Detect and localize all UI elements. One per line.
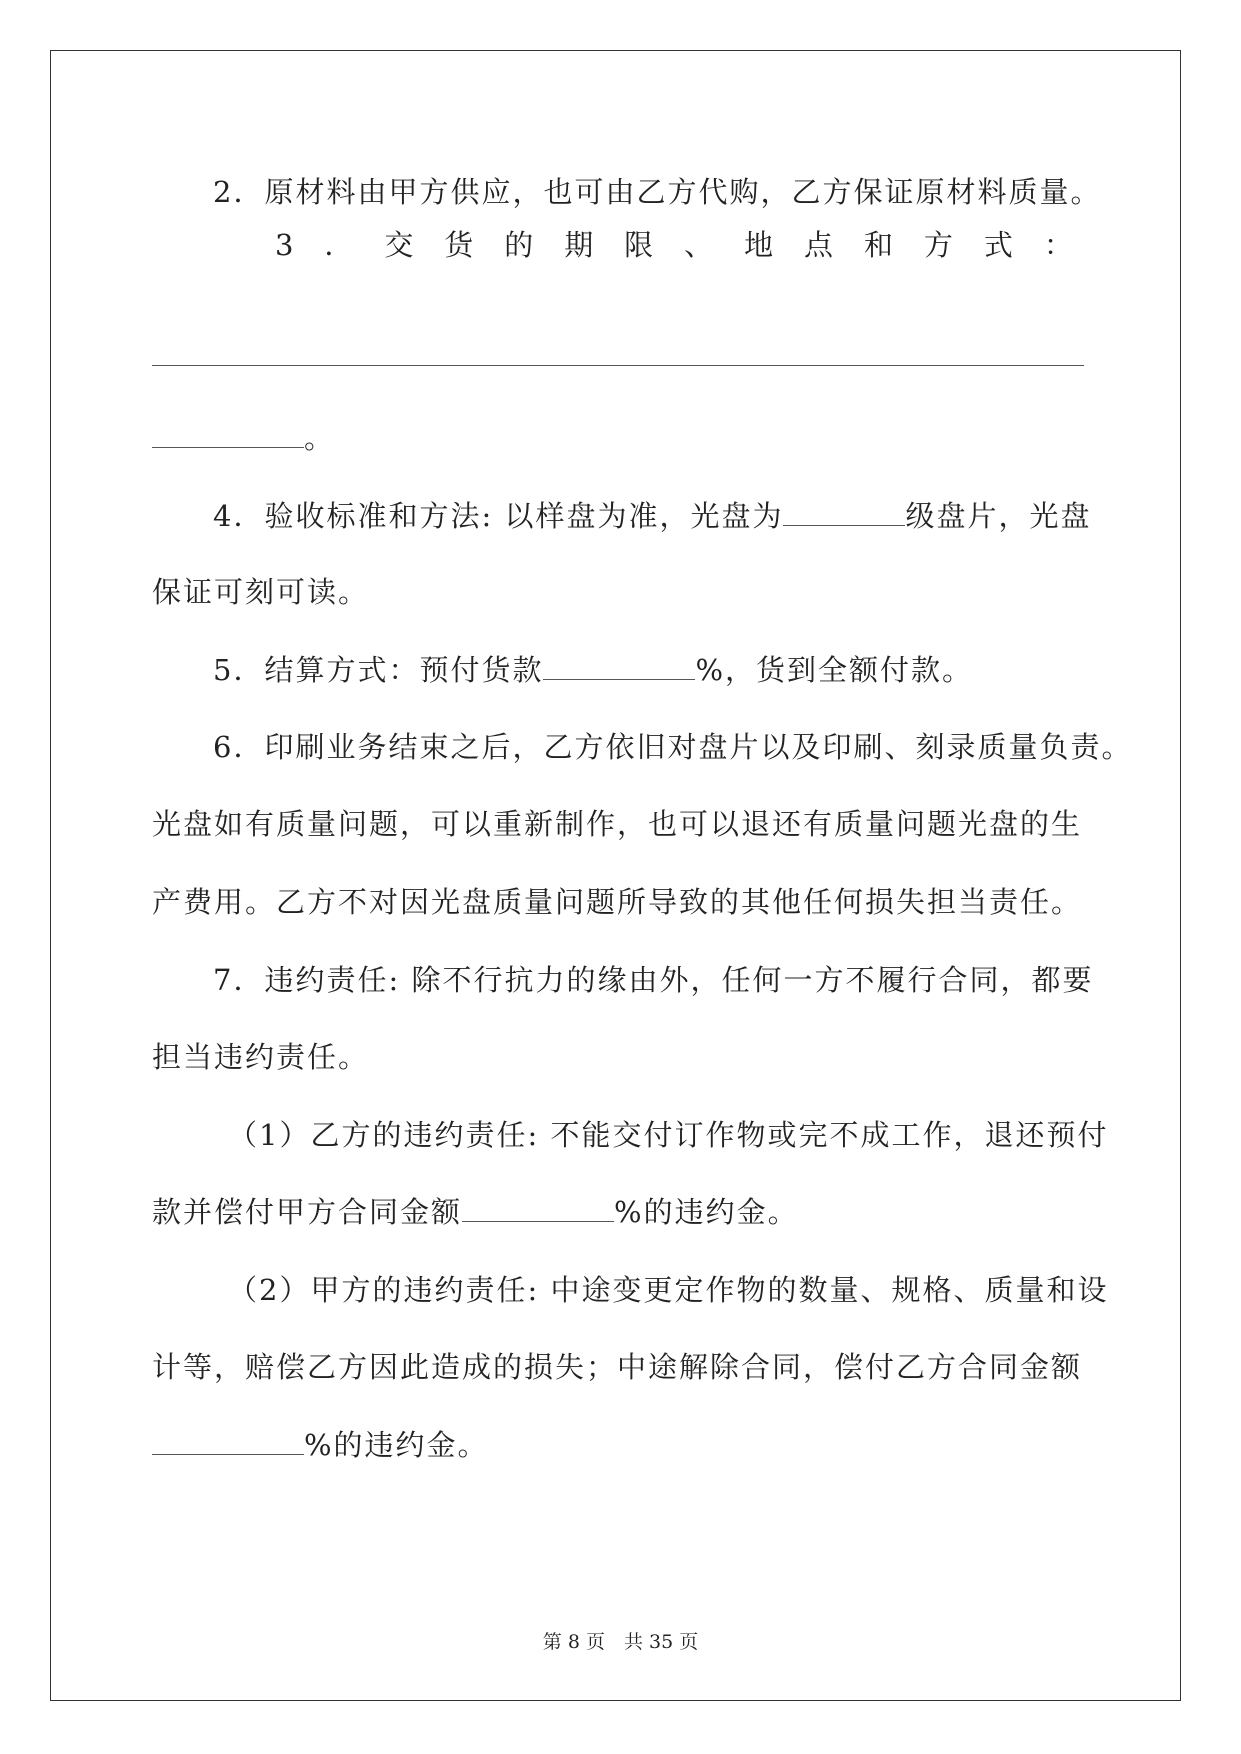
penalty-blank-party-a — [152, 1426, 304, 1455]
clause-6-cont-line-2: 产费用。乙方不对因光盘质量问题所导致的其他任何损失担当责任。 — [152, 885, 1083, 919]
clause-6-cont-line-1: 光盘如有质量问题，可以重新制作，也可以退还有质量问题光盘的生 — [152, 807, 1083, 841]
clause-3-char: 点 — [804, 228, 836, 262]
clause-3-char: 期 — [564, 228, 596, 262]
clause-4-text-a: 4．验收标准和方法: 以样盘为准，光盘为 — [213, 499, 784, 533]
clause-7-2-text-b: %的违约金。 — [304, 1428, 489, 1462]
clause-5-text-a: 5．结算方式：预付货款 — [213, 653, 544, 687]
clause-3-char: 式 — [983, 228, 1015, 262]
clause-7-1-cont-line — [152, 1192, 1087, 1232]
clause-7-2-line: （2）甲方的违约责任: 中途变更定作物的数量、规格、质量和设 — [228, 1273, 1109, 1307]
clause-4-line — [213, 496, 1092, 536]
clause-2-line: 2．原材料由甲方供应，也可由乙方代购，乙方保证原材料质量。 — [213, 175, 1102, 209]
clause-3-line — [275, 225, 1075, 265]
delivery-blank-tail: 。 — [304, 421, 336, 455]
clause-3-char: ： — [1043, 228, 1075, 262]
penalty-blank-party-b — [462, 1193, 614, 1222]
delivery-blank-rule — [152, 365, 1084, 366]
clause-4-cont-line: 保证可刻可读。 — [152, 575, 370, 609]
clause-6-line: 6．印刷业务结束之后，乙方依旧对盘片以及印刷、刻录质量负责。 — [213, 730, 1133, 764]
clause-3-char: 的 — [504, 228, 536, 262]
clause-3-char: 和 — [863, 228, 895, 262]
grade-blank — [783, 497, 905, 526]
clause-5-line — [213, 650, 1087, 690]
clause-3-char: 交 — [384, 228, 416, 262]
clause-7-1-text-a: 款并偿付甲方合同金额 — [152, 1195, 463, 1229]
clause-3-char: 、 — [684, 228, 716, 262]
clause-3-char: 限 — [624, 228, 656, 262]
clause-4-text-b: 级盘片，光盘 — [905, 499, 1092, 533]
clause-3-char: 方 — [923, 228, 955, 262]
delivery-blank-line — [152, 418, 1087, 458]
clause-7-cont-line: 担当违约责任。 — [152, 1040, 370, 1074]
prepayment-blank — [543, 651, 695, 680]
clause-3-char: 3 — [275, 228, 296, 262]
clause-7-2-cont-line-1: 计等，赔偿乙方因此造成的损失；中途解除合同，偿付乙方合同金额 — [152, 1350, 1083, 1384]
clause-7-2-cont-line-2 — [152, 1425, 1087, 1465]
clause-7-1-line: （1）乙方的违约责任: 不能交付订作物或完不成工作，退还预付 — [228, 1118, 1109, 1152]
clause-3-char: 地 — [744, 228, 776, 262]
clause-5-text-b: %，货到全额付款。 — [695, 653, 974, 687]
clause-3-char: ． — [324, 228, 356, 262]
clause-7-line: 7．违约责任: 除不行抗力的缘由外，任何一方不履行合同，都要 — [213, 963, 1094, 997]
delivery-blank — [152, 419, 304, 448]
clause-3-char: 货 — [444, 228, 476, 262]
clause-7-1-text-b: %的违约金。 — [614, 1195, 799, 1229]
page-number-footer: 第 8 页 共 35 页 — [542, 1631, 699, 1653]
